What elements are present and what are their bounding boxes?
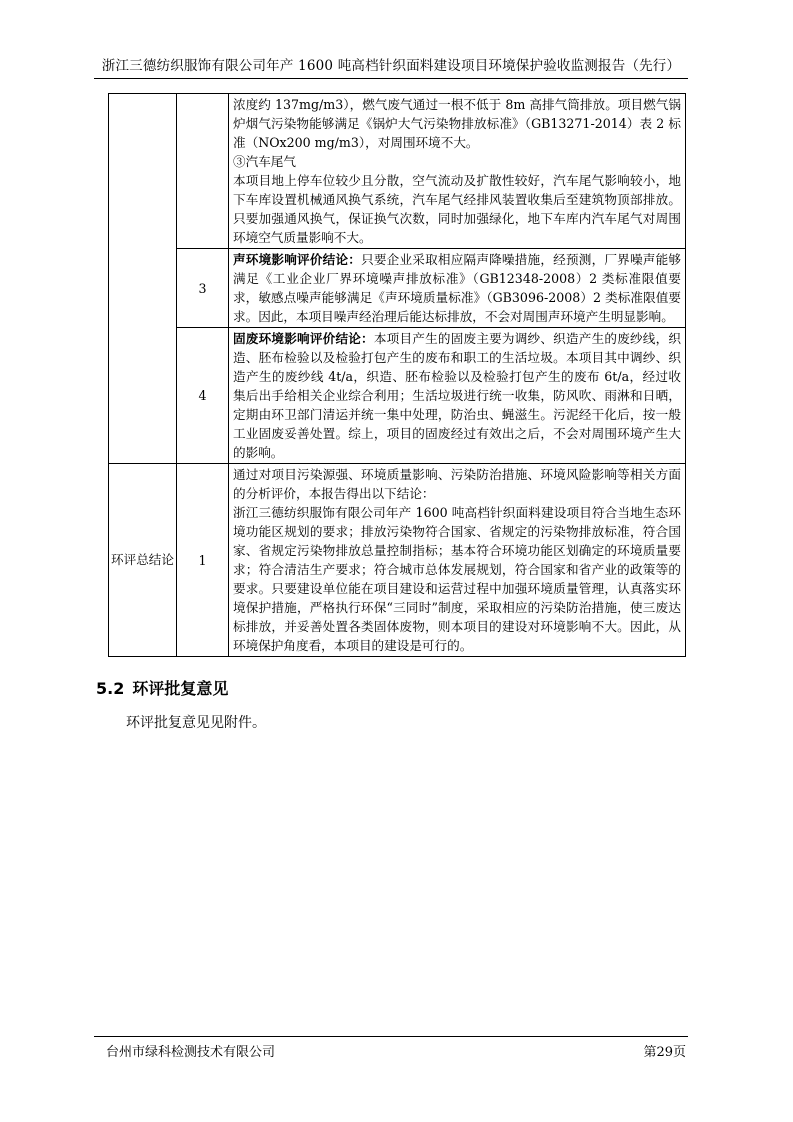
category-cell: 环评总结论 xyxy=(109,464,177,657)
conclusion-lead: 声环境影响评价结论： xyxy=(233,252,362,267)
page-footer xyxy=(94,1036,688,1061)
category-cell xyxy=(109,94,177,464)
content-cell xyxy=(229,94,686,249)
section-number: 5.2 xyxy=(96,679,125,698)
paragraph: 浓度约 137mg/m3），燃气废气通过一根不低于 8m 高排气筒排放。项目燃气锅炉烟气污染物能够满足《锅炉大气污染物排放标准》（GB13271-2014）表 2 标准（NOx200 mg/m3），对周围环境不大。 xyxy=(233,97,681,150)
number-cell: 1 xyxy=(177,464,229,657)
paragraph: ③汽车尾气 xyxy=(233,154,296,169)
number-cell: 4 xyxy=(177,328,229,464)
paragraph: 通过对项目污染源强、环境质量影响、污染防治措施、环境风险影响等相关方面的分析评价，本报告得出以下结论： xyxy=(233,467,681,501)
number-cell: 3 xyxy=(177,249,229,328)
content-cell xyxy=(229,328,686,464)
content-cell xyxy=(229,249,686,328)
conclusion-lead: 固废环境影响评价结论： xyxy=(233,331,374,346)
conclusion-text: 本项目产生的固废主要为调纱、织造产生的废纱线，织造、胚布检验以及检验打包产生的废布和职工的生活垃圾。本项目其中调纱、织造产生的废纱线 4t/a，织造、胚布检验以及检验打包产生的废布 6t/a，经过收集后出手给相关企业综合利用；生活垃圾进行统一收集，防风吹、雨淋和日晒，定期由环卫部门清运并统一集中处理，防治虫、蝇滋生。污泥经干化后，按一般工业固废妥善处置。综上，项目的固废经过有效出之后，不会对周围环境产生大的影响。 xyxy=(233,331,682,460)
page-header: 浙江三德纺织服饰有限公司年产 1600 吨高档针织面料建设项目环境保护验收监测报告（先行） xyxy=(94,54,688,79)
section-heading xyxy=(96,676,228,699)
section-title: 环评批复意见 xyxy=(132,679,229,698)
table-row xyxy=(109,249,686,328)
conclusion-text: 只要企业采取相应隔声降噪措施，经预测，厂界噪声能够满足《工业企业厂界环境噪声排放标准》（GB12348-2008）2 类标准限值要求，敏感点噪声能够满足《声环境质量标准》（GB3096-2008）2 类标准限值要求。因此，本项目噪声经治理后能达标排放，不会对周围声环境产生明显影响。 xyxy=(233,252,682,324)
conclusion-table xyxy=(108,93,686,657)
paragraph: 浙江三德纺织服饰有限公司年产 1600 吨高档针织面料建设项目符合当地生态环境功能区规划的要求；排放污染物符合国家、省规定的污染物排放标准，符合国家、省规定污染物排放总量控制指标；基本符合环境功能区划确定的环境质量要求；符合清洁生产要求；符合城市总体发展规划，符合国家和省产业的政策等的要求。只要建设单位能在项目建设和运营过程中加强环境质量管理，认真落实环境保护措施，严格执行环保“三同时”制度，采取相应的污染防治措施，使三废达标排放，并妥善处置各类固体废物，则本项目的建设对环境影响不大。因此，从环境保护角度看，本项目的建设是可行的。 xyxy=(233,505,681,653)
content-cell xyxy=(229,464,686,657)
page-number: 第29页 xyxy=(643,1045,686,1060)
paragraph: 本项目地上停车位较少且分散，空气流动及扩散性较好，汽车尾气影响较小，地下车库设置机械通风换气系统，汽车尾气经排风装置收集后至建筑物顶部排放。只要加强通风换气，保证换气次数，同时加强绿化，地下车库内汽车尾气对周围环境空气质量影响不大。 xyxy=(233,173,681,245)
table-row xyxy=(109,328,686,464)
number-cell xyxy=(177,94,229,249)
table-row xyxy=(109,464,686,657)
body-paragraph: 环评批复意见见附件。 xyxy=(126,715,266,731)
footer-company: 台州市绿科检测技术有限公司 xyxy=(106,1045,276,1060)
table-row xyxy=(109,94,686,249)
